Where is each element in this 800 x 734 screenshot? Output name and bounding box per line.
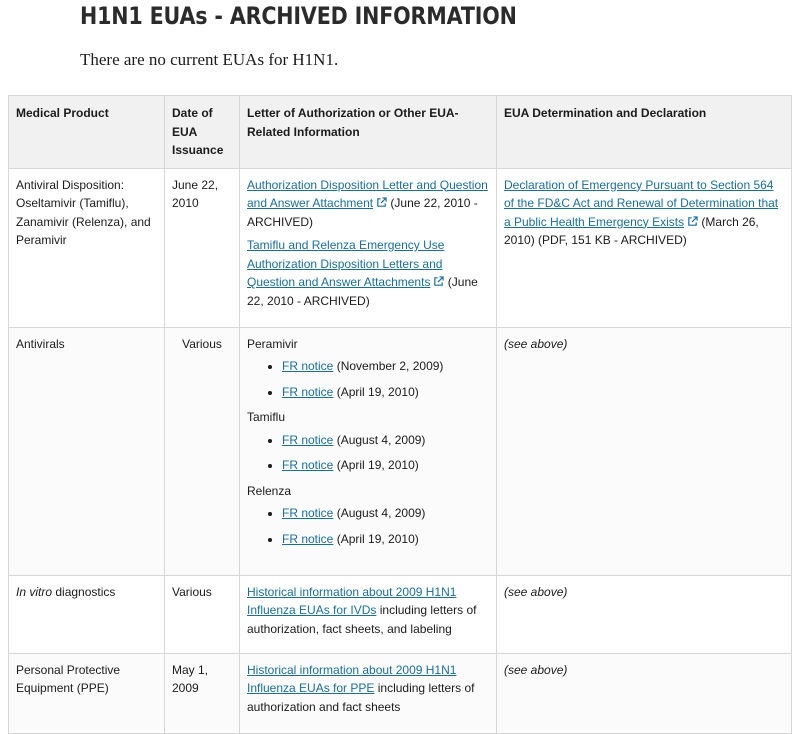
cell-date: June 22, 2010 xyxy=(165,168,240,327)
cell-product: Antiviral Disposition: Oseltamivir (Tamiflu), Zanamivir (Relenza), and Peramivir xyxy=(9,168,165,327)
tamiflu-relenza-letters-link[interactable]: Tamiflu and Relenza Emergency Use Authorization Disposition Letters and Question and Answer Attachments xyxy=(247,238,445,289)
fr-notice-link[interactable]: FR notice xyxy=(282,531,334,546)
letter-suffix: including letters of authorization and fact sheets xyxy=(247,681,475,714)
fr-notice-date: (August 4, 2009) xyxy=(336,506,426,520)
cell-date: May 1, 2009 xyxy=(165,653,240,733)
header-letter-of-authorization: Letter of Authorization or Other EUA-Related Information xyxy=(240,96,497,169)
cell-product: Antivirals xyxy=(9,327,165,575)
product-italic: In vitro xyxy=(16,584,53,599)
drug-group-label: Relenza xyxy=(247,483,292,498)
table-header-row xyxy=(9,96,792,169)
list-item xyxy=(282,431,489,450)
fr-notice-link[interactable]: FR notice xyxy=(282,359,334,373)
list-item xyxy=(282,456,489,475)
cell-declaration: (see above) xyxy=(497,575,792,653)
declaration-suffix: (March 26, 2010) (PDF, 151 KB - ARCHIVED) xyxy=(504,214,759,247)
cell-declaration xyxy=(497,168,792,327)
header-determination-declaration: EUA Determination and Declaration xyxy=(497,96,792,169)
page-title: H1N1 EUAs - ARCHIVED INFORMATION xyxy=(80,2,517,30)
table-row xyxy=(9,168,792,327)
table-row xyxy=(9,653,792,733)
cell-declaration: (see above) xyxy=(497,327,792,575)
list-item xyxy=(282,530,489,549)
cell-date: Various xyxy=(165,327,240,575)
cell-declaration: (see above) xyxy=(497,653,792,733)
fr-notice-link[interactable]: FR notice xyxy=(282,506,334,520)
list-item xyxy=(282,504,489,523)
fr-notice-link[interactable]: FR notice xyxy=(282,384,334,399)
drug-group-label: Peramivir xyxy=(247,336,298,351)
fr-notice-list xyxy=(247,431,489,475)
list-item xyxy=(282,357,489,376)
list-item xyxy=(282,383,489,402)
fr-notice-list xyxy=(247,504,489,548)
cell-letters xyxy=(240,327,497,575)
external-link-icon xyxy=(376,197,387,208)
fr-notice-date: (August 4, 2009) xyxy=(336,432,426,447)
ivd-historical-info-link[interactable]: Historical information about 2009 H1N1 Influenza EUAs for IVDs xyxy=(247,584,457,617)
letter-suffix: including letters of authorization, fact sheets, and labeling xyxy=(247,603,477,636)
table-row xyxy=(9,575,792,653)
drug-group-label: Tamiflu xyxy=(247,410,286,424)
authorization-disposition-letter-link[interactable]: Authorization Disposition Letter and Question and Answer Attachment xyxy=(247,177,488,210)
cell-product xyxy=(9,575,165,653)
letter-entry xyxy=(247,236,489,310)
cell-letters xyxy=(240,653,497,733)
header-medical-product: Medical Product xyxy=(9,96,165,169)
external-link-icon xyxy=(687,216,698,227)
fr-notice-date: (April 19, 2010) xyxy=(336,531,419,546)
cell-product: Personal Protective Equipment (PPE) xyxy=(9,653,165,733)
fr-notice-list xyxy=(247,357,489,401)
intro-text: There are no current EUAs for H1N1. xyxy=(80,50,339,69)
cell-letters xyxy=(240,575,497,653)
product-rest: diagnostics xyxy=(52,584,116,599)
ppe-historical-info-link[interactable]: Historical information about 2009 H1N1 Influenza EUAs for PPE xyxy=(247,662,457,695)
letter-entry xyxy=(247,176,489,232)
header-date-of-issuance: Date of EUA Issuance xyxy=(165,96,240,169)
fr-notice-date: (April 19, 2010) xyxy=(336,458,419,472)
external-link-icon xyxy=(433,276,444,287)
declaration-of-emergency-link[interactable]: Declaration of Emergency Pursuant to Section 564 of the FD&C Act and Renewal of Determination that a Public Health Emergency Exists xyxy=(504,177,779,229)
fr-notice-date: (November 2, 2009) xyxy=(336,359,444,373)
fr-notice-link[interactable]: FR notice xyxy=(282,432,334,447)
table-row xyxy=(9,327,792,575)
eua-table xyxy=(8,95,792,734)
cell-letters xyxy=(240,168,497,327)
letter-suffix: (June 22, 2010 - ARCHIVED) xyxy=(247,196,478,229)
letter-suffix: (June 22, 2010 - ARCHIVED) xyxy=(247,275,478,308)
fr-notice-date: (April 19, 2010) xyxy=(336,384,419,399)
cell-date: Various xyxy=(165,575,240,653)
fr-notice-link[interactable]: FR notice xyxy=(282,458,334,472)
